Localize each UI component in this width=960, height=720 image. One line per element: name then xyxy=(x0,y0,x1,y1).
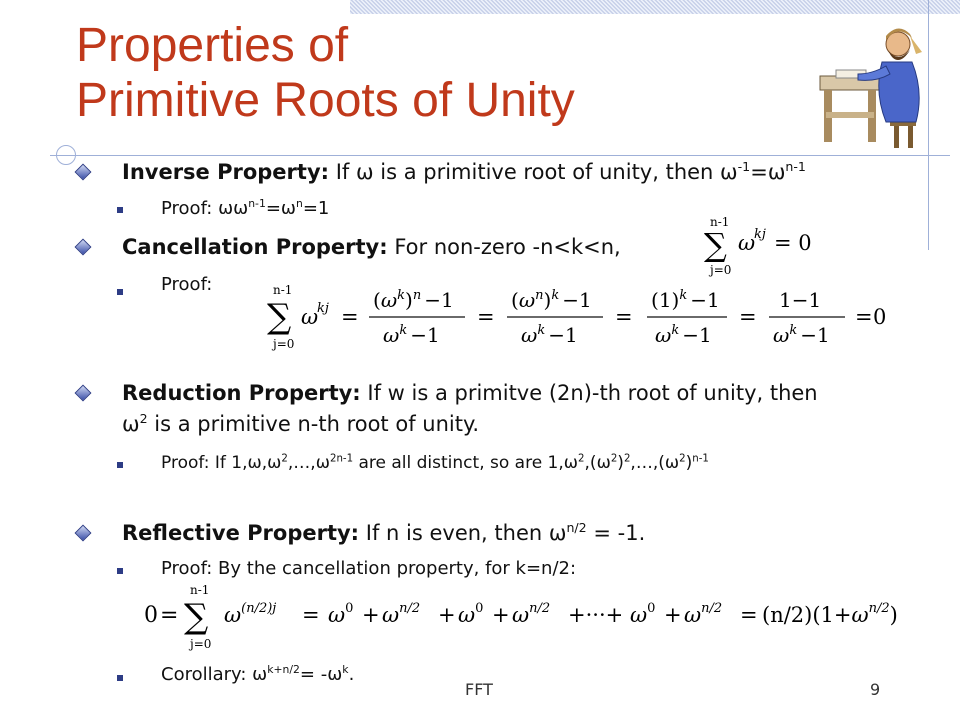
exponent: kj xyxy=(754,227,766,242)
omega-symbol: ω xyxy=(267,453,282,473)
sum-upper-limit: n-1 xyxy=(710,215,730,229)
bullet-square-icon xyxy=(117,675,123,681)
equals-sign: = xyxy=(739,305,757,329)
omega-symbol: ω xyxy=(280,198,296,219)
equals-sign: = xyxy=(615,305,633,329)
omega-zero-term: $\omega^0$ xyxy=(458,601,484,627)
cancellation-proof-label: Proof: xyxy=(161,274,213,295)
sum-symbol: ∑ xyxy=(184,597,209,637)
omega-symbol: ω xyxy=(327,664,343,685)
equals-sign: = xyxy=(302,603,320,627)
reduction-property-label: Reduction Property: xyxy=(122,381,361,405)
reflective-property-line xyxy=(122,519,645,547)
equals-sign: = xyxy=(341,305,359,329)
bullet-square-icon xyxy=(117,462,123,468)
exponent: n/2 xyxy=(566,520,587,535)
omega-symbol: ω xyxy=(563,453,579,473)
title-line-2: Primitive Roots of Unity xyxy=(76,74,575,127)
exponent: 2 xyxy=(281,453,288,465)
corollary-label: Corollary: xyxy=(161,664,253,685)
omega-symbol: ω xyxy=(355,160,374,184)
decorative-pattern-bar xyxy=(350,0,960,14)
reflective-text: If n is even, then xyxy=(359,521,549,545)
exponent: 2 xyxy=(623,453,631,465)
plus-sign: + xyxy=(362,603,380,627)
inverse-property-line xyxy=(122,158,806,186)
sum-lower-limit: j=0 xyxy=(710,263,732,277)
corollary-tail: . xyxy=(348,664,355,685)
proof-mid-text: are all distinct, so are 1, xyxy=(353,453,564,473)
bullet-square-icon xyxy=(117,289,123,295)
bullet-diamond-icon xyxy=(75,385,92,402)
slide-title xyxy=(76,18,575,128)
omega-symbol: ω xyxy=(664,453,680,473)
reflective-proof-line: Proof: By the cancellation property, for k=n/2: xyxy=(161,558,577,579)
exponent: k+n/2 xyxy=(267,663,300,676)
omega-symbol: ω xyxy=(596,453,611,473)
cancellation-property-label: Cancellation Property: xyxy=(122,235,388,259)
footer-title: FFT xyxy=(465,680,493,699)
fraction-4-denominator: $\omega^k -1$ xyxy=(773,323,830,347)
omega-symbol: ω xyxy=(315,453,330,473)
reflective-tail: = -1. xyxy=(586,521,646,545)
sum-symbol: ∑ xyxy=(267,297,292,337)
equals-sign: = xyxy=(855,305,873,329)
equals-sign: = xyxy=(265,198,281,219)
reduction-text-2: is a primitive n-th root of unity. xyxy=(147,412,480,436)
plus-sign: + xyxy=(438,603,456,627)
omega-zero-term: $\omega^0$ xyxy=(328,601,354,627)
exponent: 2n-1 xyxy=(329,453,354,465)
sum-symbol: ∑ xyxy=(704,226,727,264)
fraction-1-denominator: $\omega^k -1$ xyxy=(383,323,440,347)
omega-zero-term: $\omega^0$ xyxy=(630,601,656,627)
bullet-diamond-icon xyxy=(75,239,92,256)
bullet-diamond-icon xyxy=(75,164,92,181)
plus-sign: + xyxy=(492,603,510,627)
omega-symbol: ω xyxy=(738,231,756,255)
omega-symbol: ω xyxy=(720,160,738,184)
cancellation-property-line xyxy=(122,233,621,261)
sum-lower-limit: j=0 xyxy=(190,637,212,651)
omega-half-term: $\omega^{n/2}$ xyxy=(512,601,551,627)
inverse-text-a: If xyxy=(329,160,356,184)
final-factor: $(n/2)(1+\omega^{n/2})$ xyxy=(762,601,898,627)
bullet-square-icon xyxy=(117,207,123,213)
inverse-property-label: Inverse Property: xyxy=(122,160,330,184)
reduction-proof-line: Proof: If $1,\omega,\omega^2,\dots,\omega^{2n-1}$ are all distinct, so are $1,\omega^2,(\omega^2)^2,\dots,(\omega^2)^{n-1}$ xyxy=(161,453,709,473)
equals-sign: = xyxy=(740,603,758,627)
title-line-1: Properties of xyxy=(76,19,349,72)
proof-label: Proof: xyxy=(161,198,219,219)
exponent: kj xyxy=(317,301,329,316)
fraction-4-numerator: 1−1 xyxy=(779,288,822,312)
bullet-diamond-icon xyxy=(75,525,92,542)
bullet-square-icon xyxy=(117,568,123,574)
equals-sign: = xyxy=(477,305,495,329)
sum-upper-limit: n-1 xyxy=(190,583,210,597)
cancellation-text: For non-zero -n<k<n, xyxy=(387,235,621,259)
reflective-property-label: Reflective Property: xyxy=(122,521,360,545)
sum-term: $\omega^{(n/2)j}$ xyxy=(224,601,277,627)
omega-half-term: $\omega^{n/2}$ xyxy=(382,601,421,627)
omega-half-term: $\omega^{n/2}$ xyxy=(684,601,723,627)
decorative-horizontal-line xyxy=(50,155,950,156)
exponent: n-1 xyxy=(248,197,266,210)
omega-symbol: ω xyxy=(233,198,249,219)
omega-symbol: ω xyxy=(767,160,786,184)
omega-symbol: ω xyxy=(252,664,268,685)
exponent: k xyxy=(342,663,349,676)
fraction-2-numerator: $(\omega^n)^k -1$ xyxy=(511,288,592,312)
formula-zero-equals: 0= xyxy=(144,603,179,628)
sum-lower-limit: j=0 xyxy=(273,337,295,351)
fraction-1-numerator: $(\omega^k)^n -1$ xyxy=(373,288,454,312)
omega-symbol: ω xyxy=(247,453,262,473)
exponent: n-1 xyxy=(785,159,806,174)
omega-symbol: ω xyxy=(122,412,140,436)
exponent: n xyxy=(296,197,303,210)
zero: 0 xyxy=(873,305,887,329)
inverse-proof-line xyxy=(161,197,329,221)
reduction-property-line xyxy=(122,379,818,407)
omega-symbol: ω xyxy=(301,305,319,329)
scribe-clipart-icon xyxy=(812,22,930,150)
inverse-text-b: is a primitive root of unity, then xyxy=(373,160,721,184)
exponent: 2 xyxy=(139,411,148,426)
omega-symbol: ω xyxy=(218,198,234,219)
exponent: 2 xyxy=(679,453,686,465)
proof-tail: =1 xyxy=(302,198,330,219)
exponent: -1 xyxy=(737,159,751,174)
ellipsis: +···+ xyxy=(568,603,624,627)
fraction-3-denominator: $\omega^k -1$ xyxy=(655,323,712,347)
equals-sign: = xyxy=(750,160,768,184)
plus-sign: + xyxy=(664,603,682,627)
exponent: n-1 xyxy=(692,453,709,465)
cancellation-sum-formula xyxy=(698,214,818,278)
equals-zero: = 0 xyxy=(774,231,812,255)
page-number: 9 xyxy=(870,680,881,699)
fraction-2-denominator: $\omega^k -1$ xyxy=(521,323,578,347)
decorative-circle xyxy=(56,145,76,165)
proof-text: Proof: If 1, xyxy=(161,453,248,473)
cancellation-proof-formula xyxy=(265,280,895,354)
corollary-mid: = - xyxy=(299,664,328,685)
exponent: 2 xyxy=(610,453,618,465)
sum-upper-limit: n-1 xyxy=(273,283,293,297)
fraction-3-numerator: $(1)^k -1$ xyxy=(651,288,720,312)
exponent: 2 xyxy=(578,453,585,465)
reduction-text: If w is a primitve (2n)-th root of unity, then xyxy=(360,381,818,405)
omega-symbol: ω xyxy=(548,521,567,545)
reflective-proof-formula xyxy=(140,582,930,654)
reduction-property-line-2 xyxy=(122,410,479,438)
corollary-line xyxy=(161,663,354,687)
